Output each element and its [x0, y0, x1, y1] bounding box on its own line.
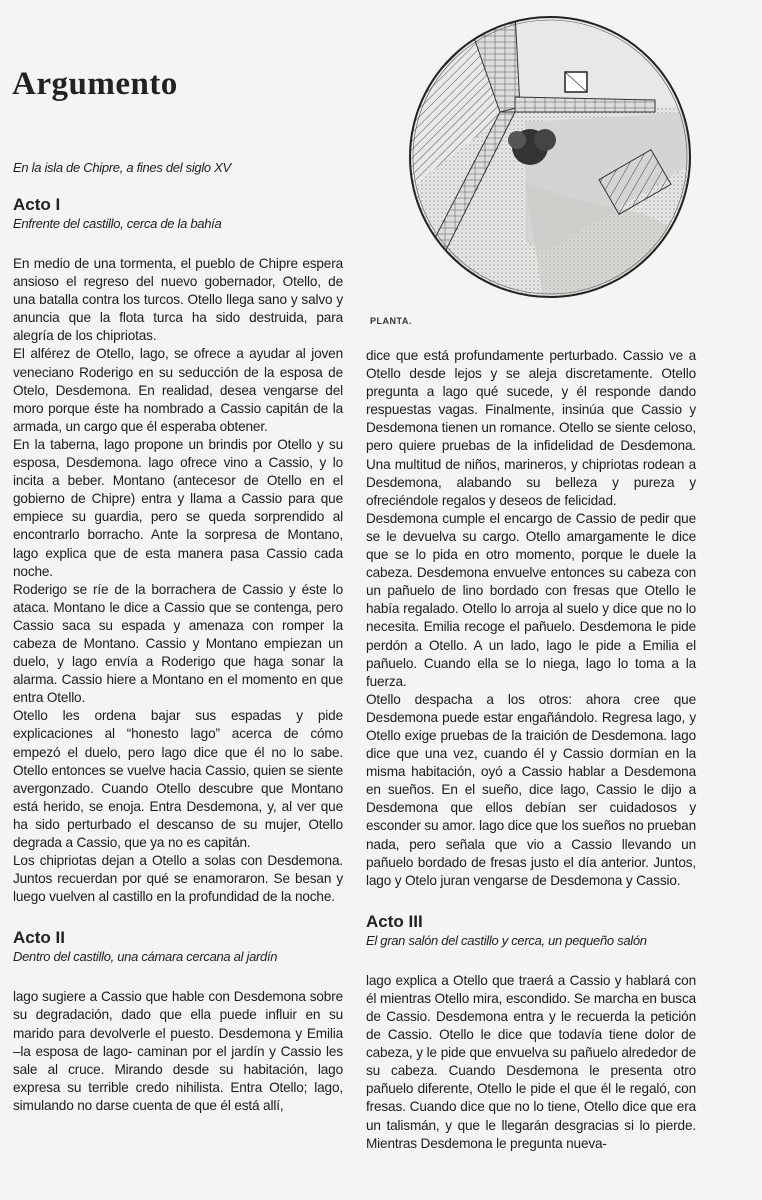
left-column	[13, 195, 343, 1115]
act2-paragraph: Desdemona cumple el encargo de Cassio de pedir que se le devuelva su cargo. Otello amargamente le dice que se lo pida en otro momento, porque le duele la cabeza. Desdemona envuelve entonces su cabeza con un pañuelo de lino bordado con fresas que Otello le había regalado. Otello lo arroja al suelo y dice que no lo necesita. Emilia recoge el pañuelo. Desdemona le pide perdón a Otello. A un lado, lago le pide a Emilia el pañuelo. Cuando ella se lo niega, lago lo toma a la fuerza.	[366, 510, 696, 689]
page-title: Argumento	[12, 66, 178, 102]
act2-paragraph: Otello despacha a los otros: ahora cree que Desdemona puede estar engañándolo. Regresa lago, y Otello exige pruebas de la traición de Desdemona. lago dice que una vez, cuando él y Cassio dormían en la misma habitación, oyó a Cassio hablar a Desdemona en sueños. En el sueño, dice lago, Cassio le dijo a Desdemona que ellos debían ser cuidadosos y esconder su amor. lago dice que los sueños no prueban nada, pero señala que vio a Cassio llevando un pañuelo bordado de fresas justo el día anterior. Juntos, lago y Otelo juran vengarse de Desdemona y Cassio.	[366, 691, 696, 888]
right-column	[366, 347, 696, 1153]
figure-caption: PLANTA.	[370, 316, 412, 326]
act1-paragraph: Otello les ordena bajar sus espadas y pide explicaciones al “honesto lago” acerca de cómo empezó el duelo, pero lago dice que él no lo sabe. Otello entonces se vuelve hacia Cassio, quien se siente avergonzado. Cuando Otello descubre que Montano está herido, se enoja. Entra Desdemona, y, al ver que ha sido perturbado el descanso de su mujer, Otello degrada a Cassio, que ya no es capitán.	[13, 708, 343, 850]
act1-paragraph: En medio de una tormenta, el pueblo de Chipre espera ansioso el regreso del nuevo gobernador, Otello, de una batalla contra los turcos. Otello llega sano y salvo y anuncia que la flota turca ha sido destruida, para alegría de los chipriotas.	[13, 256, 343, 344]
act2-paragraph: lago sugiere a Cassio que hable con Desdemona sobre su degradación, dado que ella puede influir en su marido para devolverle el puesto. Desdemona y Emilia –la esposa de lago- caminan por el jardín y Cassio les sale al cruce. Mirando desde su habitación, lago expresa su terrible credo nihilista. Entra Otello; lago, simulando no darse cuenta de que él está allí,	[13, 989, 343, 1113]
act1-paragraph: Los chipriotas dejan a Otello a solas con Desdemona. Juntos recuerdan por qué se enamoraron. Se besan y luego vuelven al castillo en la profundidad de la noche.	[13, 853, 343, 905]
act2-subtitle: Dentro del castillo, una cámara cercana al jardín	[13, 949, 278, 965]
act3-heading: Acto III	[366, 911, 423, 931]
act2-paragraph: dice que está profundamente perturbado. Cassio ve a Otello desde lejos y se aleja discretamente. Otello pregunta a lago qué sucede, y él responde dando respuestas vagas. Finalmente, insinúa que Cassio y Desdemona tienen un romance. Otello se siente celoso, pero quiere pruebas de la infidelidad de Desdemona. Una multitud de niños, marineros, y chipriotas rodean a Desdemona, alabando su belleza y pureza y ofreciéndole regalos y deseos de felicidad.	[366, 348, 696, 508]
act3-subtitle: El gran salón del castillo y cerca, un pequeño salón	[366, 932, 647, 948]
act1-paragraph: Roderigo se ríe de la borrachera de Cassio y éste lo ataca. Montano le dice a Cassio que se contenga, pero Cassio saca su espada y amenaza con romper la cabeza de Montano. Cassio y Montano empiezan un duelo, y lago envía a Roderigo que haga sonar la alarma. Cassio hiere a Montano en el momento en que entra Otello.	[13, 581, 343, 706]
act3-paragraph: lago explica a Otello que traerá a Cassio y hablará con él mientras Otello mira, escondido. Se marcha en busca de Cassio. Desdemona entra y le recuerda la petición de Cassio. Otello le dice que todavía tiene dolor de cabeza, y le pide que envuelva su pañuelo alrededor de su cabeza. Cuando Desdemona le presenta otro pañuelo diferente, Otello le pide el que él le regaló, con fresas. Cuando dice que no lo tiene, Otello dice que era un talismán, y que le llegarán desgracias si lo pierde. Mientras Desdemona le pregunta nueva-	[366, 972, 696, 1151]
stage-plan-drawing	[405, 12, 695, 302]
act2-heading: Acto II	[13, 928, 65, 948]
act1-paragraph: El alférez de Otello, lago, se ofrece a ayudar al joven veneciano Roderigo en su seducción de la esposa de Otelo, Desdemona. En realidad, desea vengarse del moro porque éste ha nombrado a Cassio capitán de la armada, un cargo que él esperaba obtener.	[13, 346, 343, 434]
act1-heading: Acto I	[13, 195, 61, 214]
act1-subtitle: Enfrente del castillo, cerca de la bahía	[13, 216, 222, 231]
setting-line: En la isla de Chipre, a fines del siglo XV	[13, 160, 231, 175]
act1-paragraph: En la taberna, lago propone un brindis por Otello y su esposa, Desdemona. lago ofrece vino a Cassio, y lo incita a beber. Montano (antecesor de Otello en el gobierno de Chipre) entra y llama a Cassio para que empiece su guardia, pero se queda sorprendido al encontrarlo borracho. Ante la sorpresa de Montano, lago explica que de esta manera pasa Cassio cada noche.	[13, 436, 343, 579]
